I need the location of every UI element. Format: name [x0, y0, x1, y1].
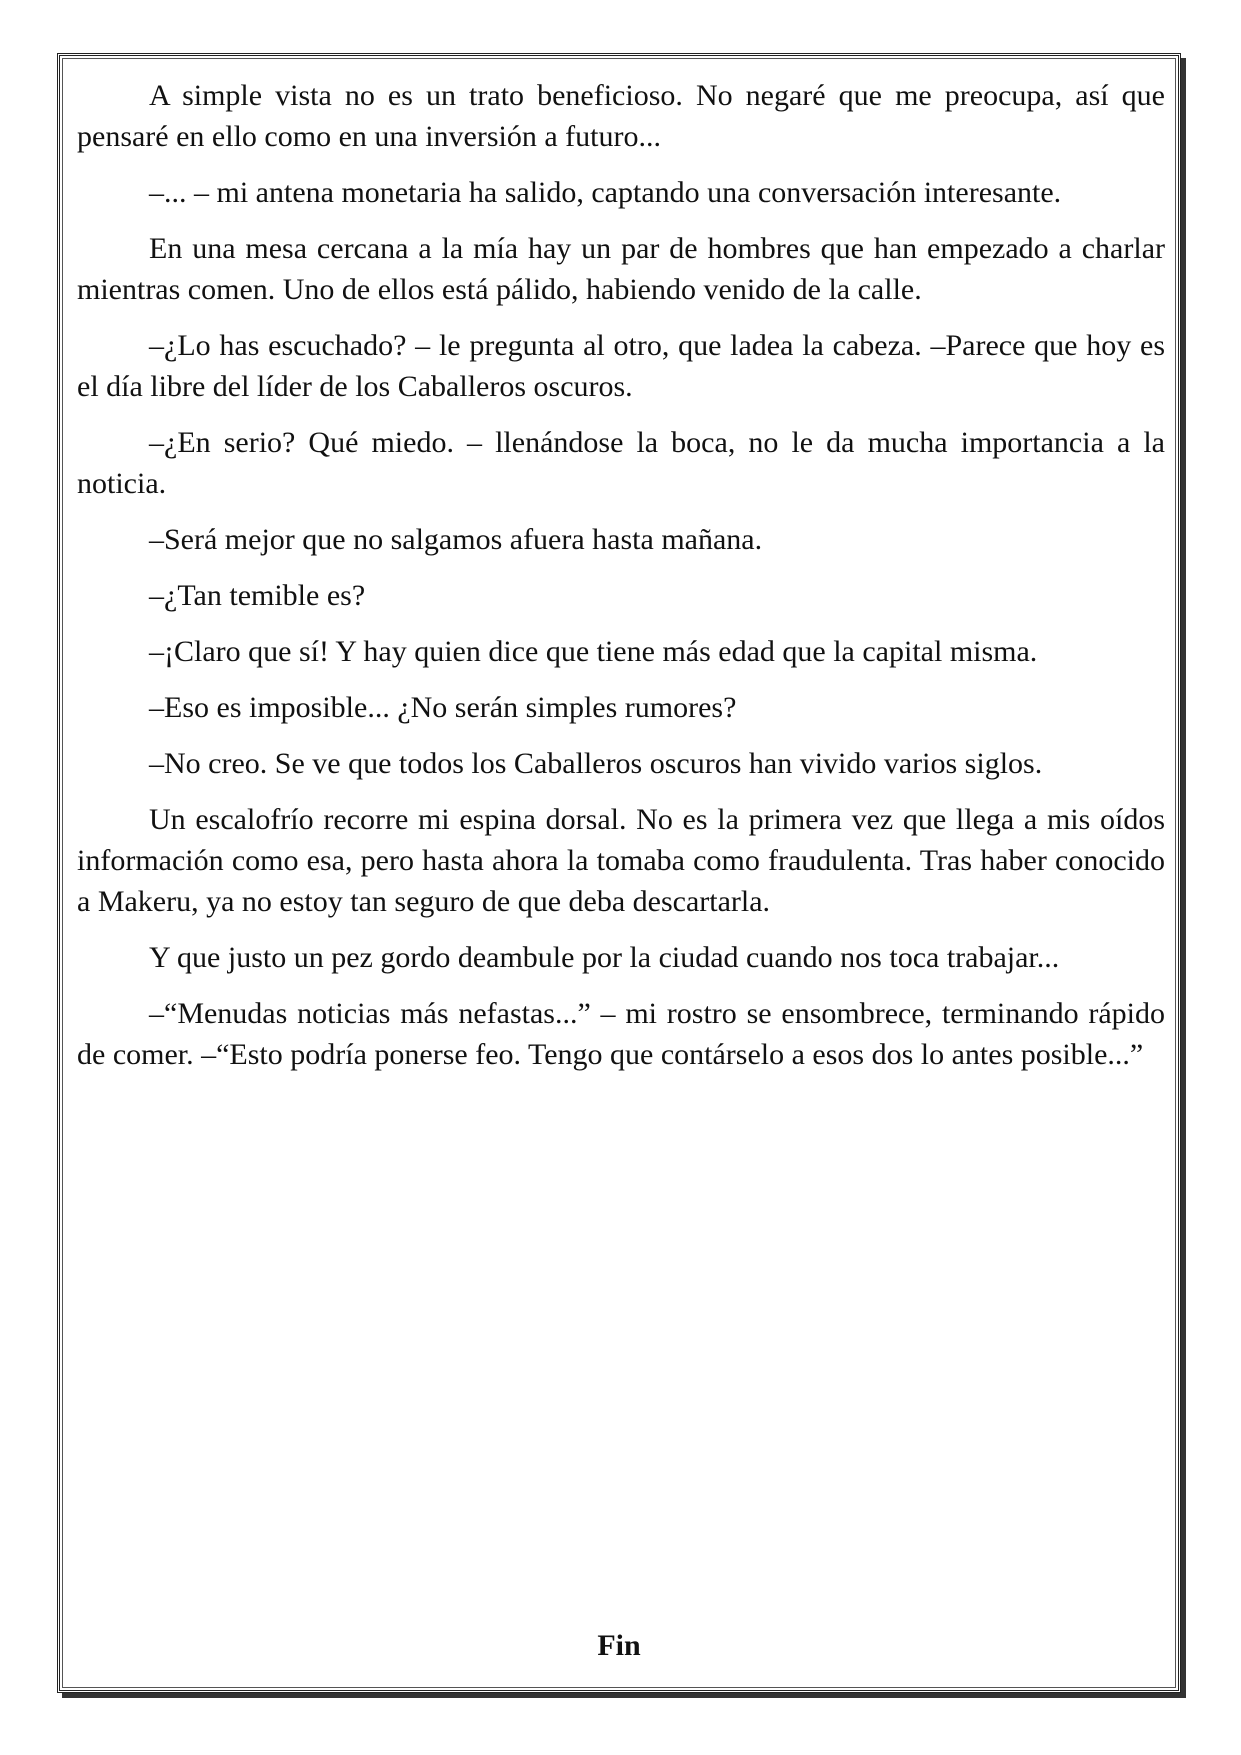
page-border	[57, 53, 1181, 1693]
story-text	[77, 75, 1165, 1090]
paragraph: –Será mejor que no salgamos afuera hasta mañana.	[149, 523, 763, 556]
paragraph: A simple vista no es un trato beneficioso. No negaré que me preocupa, así que pensaré en ello como en una inversión a futuro...	[77, 79, 1165, 153]
paragraph: Y que justo un pez gordo deambule por la ciudad cuando nos toca trabajar...	[149, 941, 1060, 974]
paragraph: –¡Claro que sí! Y hay quien dice que tiene más edad que la capital misma.	[149, 635, 1038, 668]
closing-text: Fin	[597, 1629, 641, 1662]
paragraph: –¿Tan temible es?	[149, 579, 366, 612]
paragraph: –¿Lo has escuchado? – le pregunta al otro, que ladea la cabeza. –Parece que hoy es el día libre del líder de los Caballeros oscuros.	[77, 329, 1165, 403]
paragraph: –Eso es imposible... ¿No serán simples rumores?	[149, 691, 737, 724]
paragraph: –¿En serio? Qué miedo. – llenándose la boca, no le da mucha importancia a la noticia.	[77, 426, 1165, 500]
paragraph: –... – mi antena monetaria ha salido, captando una conversación interesante.	[149, 176, 1062, 209]
paragraph: Un escalofrío recorre mi espina dorsal. No es la primera vez que llega a mis oídos información como esa, pero hasta ahora la tomaba como fraudulenta. Tras haber conocido a Makeru, ya no estoy tan seguro de que deba descartarla.	[77, 803, 1165, 918]
paragraph: En una mesa cercana a la mía hay un par de hombres que han empezado a charlar mientras comen. Uno de ellos está pálido, habiendo venido de la calle.	[77, 232, 1165, 306]
paragraph: –“Menudas noticias más nefastas...” – mi rostro se ensombrece, terminando rápido de comer. –“Esto podría ponerse feo. Tengo que contárselo a esos dos lo antes posible...”	[77, 997, 1165, 1071]
paragraph: –No creo. Se ve que todos los Caballeros oscuros han vivido varios siglos.	[149, 747, 1043, 780]
